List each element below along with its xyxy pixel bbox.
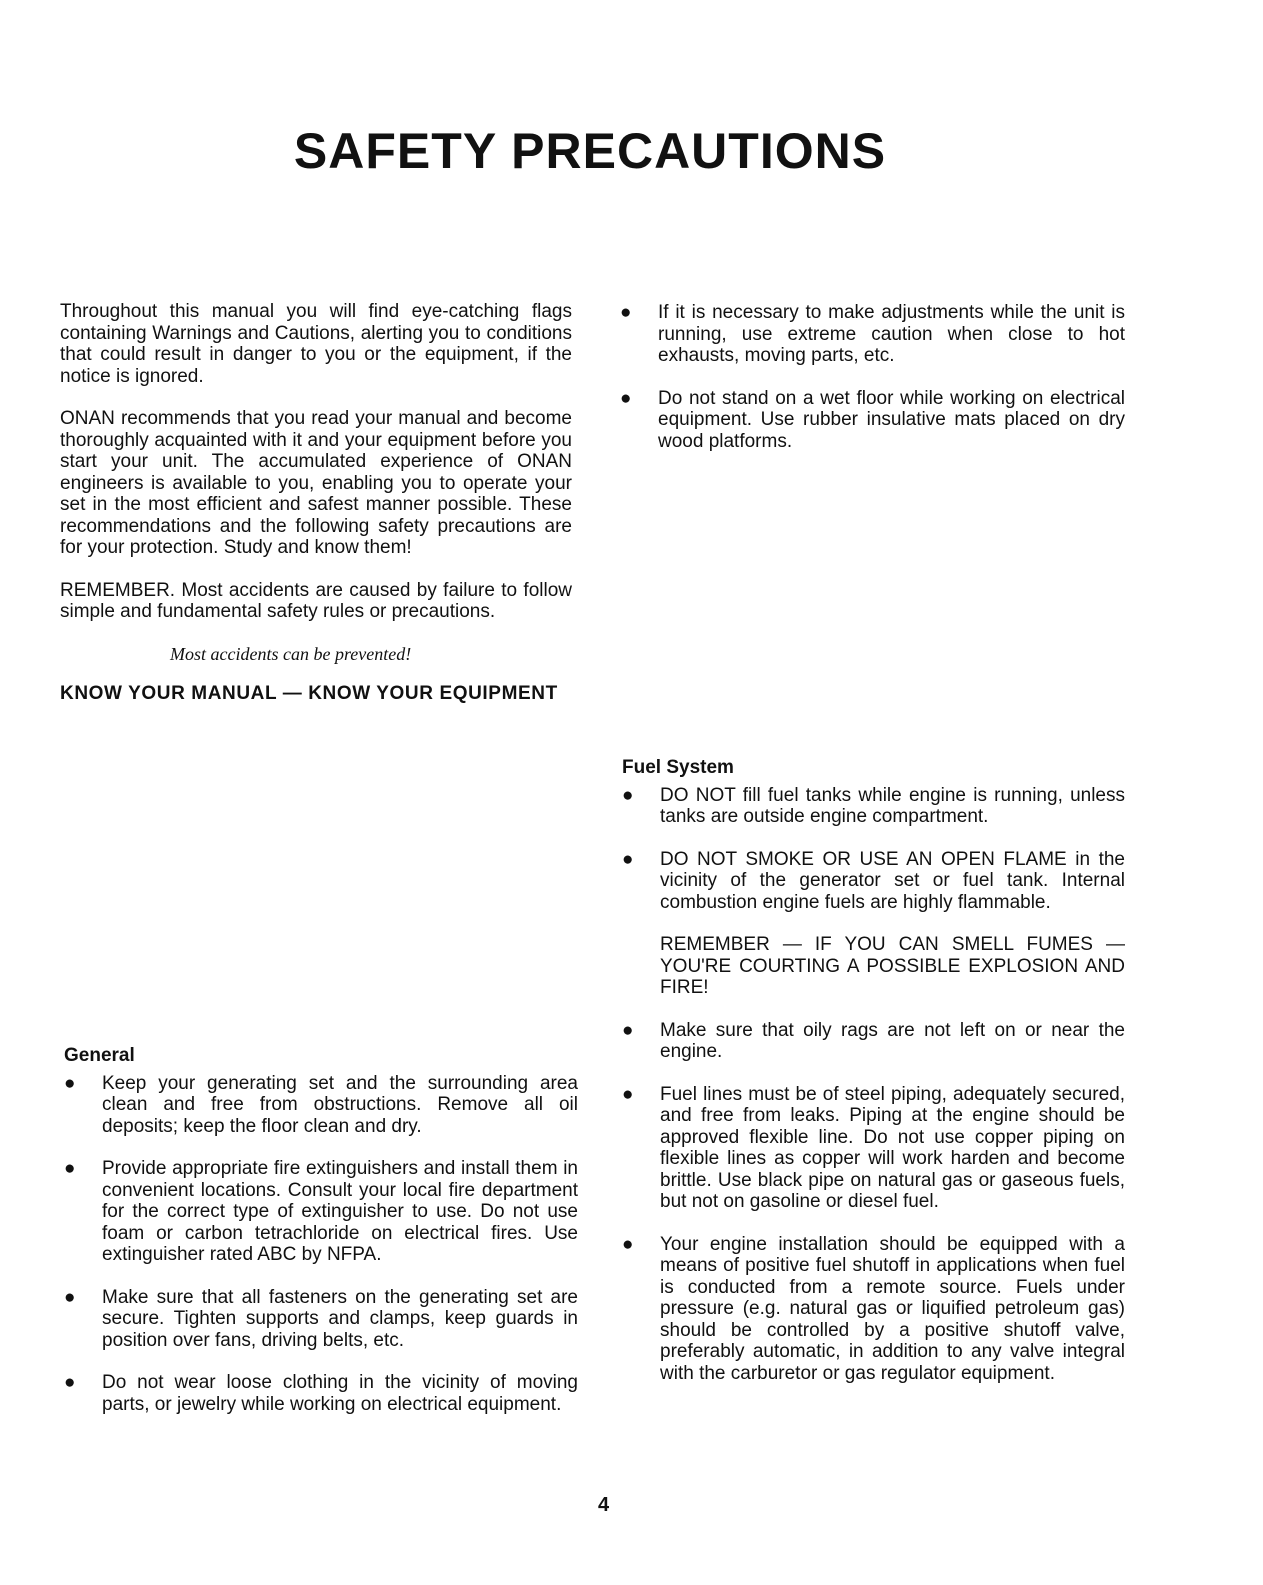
list-item (622, 1084, 1125, 1213)
intro-paragraph: ONAN recommends that you read your manual and become thoroughly acquainted with it and your equipment before you start your unit. The accumulated experience of ONAN engineers is available to you, enabling you to operate your set in the most efficient and safest manner possible. These recommendations and the following safety precautions are for your protection. Study and know them! (60, 408, 572, 558)
general-section (64, 1045, 578, 1436)
list-item (64, 1372, 578, 1415)
right-top-section (620, 302, 1125, 473)
page-title: SAFETY PRECAUTIONS (293, 123, 887, 179)
fuel-system-heading: Fuel System (622, 757, 734, 778)
list-item (622, 849, 1125, 999)
general-list (64, 1073, 578, 1416)
page-number: 4 (598, 1494, 610, 1516)
bullet-icon: ● (622, 784, 634, 806)
list-item-text: DO NOT SMOKE OR USE AN OPEN FLAME in the vicinity of the generator set or fuel tank. Internal combustion engine fuels are highly flammable. (660, 848, 1125, 913)
list-item (64, 1073, 578, 1138)
italic-note: Most accidents can be prevented! (170, 643, 412, 664)
general-heading: General (64, 1045, 135, 1066)
list-item-text: DO NOT fill fuel tanks while engine is running, unless tanks are outside engine compartment. (660, 784, 1125, 827)
list-item (64, 1287, 578, 1352)
list-item-text: Do not stand on a wet floor while working on electrical equipment. Use rubber insulative mats placed on dry wood platforms. (658, 387, 1125, 452)
list-item (620, 388, 1125, 453)
bullet-icon: ● (64, 1158, 76, 1179)
list-item-text: Keep your generating set and the surrounding area clean and free from obstructions. Remove all oil deposits; keep the floor clean and dry. (102, 1072, 578, 1137)
list-item (64, 1158, 578, 1266)
list-item-text: Do not wear loose clothing in the vicinity of moving parts, or jewelry while working on electrical equipment. (102, 1372, 578, 1415)
bullet-icon: ● (622, 848, 634, 870)
list-item-text: If it is necessary to make adjustments while the unit is running, use extreme caution when close to hot exhausts, moving parts, etc. (658, 302, 1125, 366)
bullet-icon: ● (620, 387, 632, 409)
intro-paragraph: Throughout this manual you will find eye-catching flags containing Warnings and Cautions, alerting you to conditions that could result in danger to you or the equipment, if the notice is ignored. (60, 301, 572, 387)
bullet-icon: ● (622, 1233, 634, 1255)
bullet-icon: ● (622, 1019, 634, 1041)
list-item-text: Make sure that oily rags are not left on or near the engine. (660, 1019, 1125, 1062)
right-top-list (620, 302, 1125, 452)
list-item-text: Make sure that all fasteners on the generating set are secure. Tighten supports and clamps, keep guards in position over fans, driving belts, etc. (102, 1286, 578, 1351)
fuel-system-section (622, 757, 1125, 1405)
bullet-icon: ● (622, 1083, 634, 1105)
list-item (622, 1020, 1125, 1063)
list-item-text: Fuel lines must be of steel piping, adequately secured, and free from leaks. Piping at the engine should be approved flexible line. Do not use copper piping on flexible lines as copper will work harden and become brittle. Use black pipe on natural gas or gaseous fuels, but not on gasoline or diesel fuel. (660, 1083, 1125, 1212)
know-your-manual-heading: KNOW YOUR MANUAL — KNOW YOUR EQUIPMENT (60, 683, 558, 704)
bullet-icon: ● (64, 1072, 76, 1094)
bullet-icon: ● (64, 1286, 76, 1308)
bullet-icon: ● (620, 302, 632, 323)
remember-paragraph: REMEMBER. Most accidents are caused by failure to follow simple and fundamental safety rules or precautions. (60, 579, 572, 622)
list-item-text: Your engine installation should be equipped with a means of positive fuel shutoff in applications when fuel is conducted from a remote source. Fuels under pressure (e.g. natural gas or liquified petroleum gas) should be controlled by a positive shutoff valve, preferably automatic, in addition to any valve integral with the carburetor or gas regulator equipment. (660, 1233, 1125, 1384)
list-item (622, 1234, 1125, 1385)
intro-section (60, 301, 572, 705)
fumes-warning: REMEMBER — IF YOU CAN SMELL FUMES — YOU'RE COURTING A POSSIBLE EXPLOSION AND FIRE! (660, 934, 1125, 998)
bullet-icon: ● (64, 1372, 76, 1393)
list-item (620, 302, 1125, 367)
list-item-text: Provide appropriate fire extinguishers and install them in convenient locations. Consult your local fire department for the correct type of extinguisher to use. Do not use foam or carbon tetrachloride on electrical fires. Use extinguisher rated ABC by NFPA. (102, 1158, 578, 1265)
list-item (622, 785, 1125, 828)
fuel-system-list (622, 785, 1125, 1385)
